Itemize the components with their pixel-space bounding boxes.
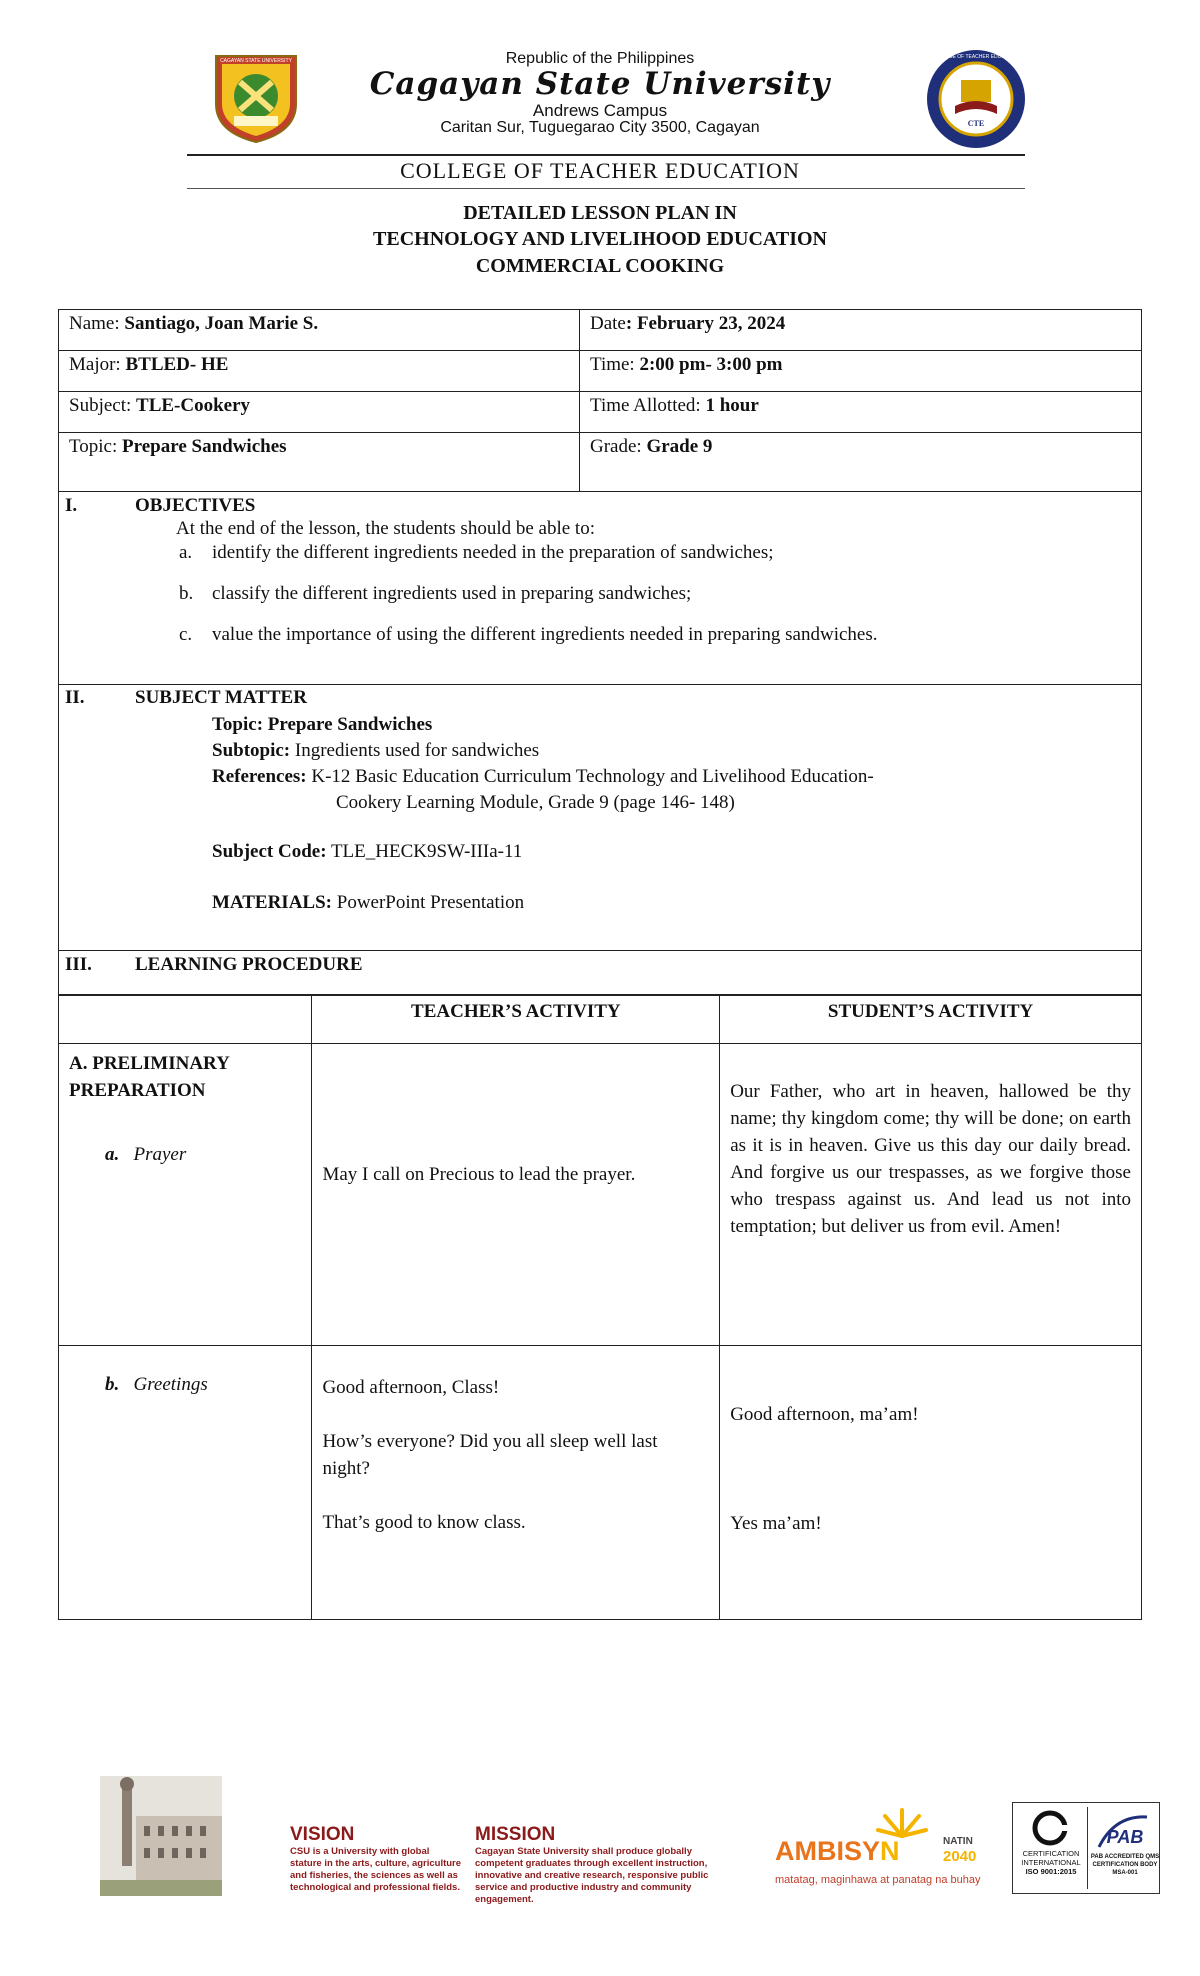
objectives-intro: At the end of the lesson, the students should be able to: (176, 518, 595, 539)
ambisyon-tagline: matatag, maginhawa at panatag na buhay (775, 1874, 981, 1886)
teacher-activity-header: TEACHER’S ACTIVITY (312, 995, 720, 1044)
plan-title-line-2: TECHNOLOGY AND LIVELIHOOD EDUCATION (373, 228, 827, 250)
vision-text: CSU is a University with global stature in the arts, culture, agriculture and fisheries, the sciences as well as technological and professional fields. (290, 1846, 462, 1893)
prayer-student-cell (720, 1044, 1142, 1346)
info-subject-cell (59, 392, 580, 433)
time-label: Time: (590, 354, 635, 375)
ambisyon-word-b: N (880, 1836, 900, 1866)
campus-address: Caritan Sur, Tuguegarao City 3500, Cagayan (440, 119, 760, 136)
header-rule-top (187, 154, 1025, 156)
header-rule-bottom (187, 188, 1025, 189)
pab-cert-text (1089, 1853, 1161, 1877)
objective-a-letter: a. (179, 542, 193, 563)
time-value: 2:00 pm- 3:00 pm (639, 354, 783, 375)
subject-value: TLE-Cookery (136, 395, 251, 416)
sm-materials-value: PowerPoint Presentation (336, 892, 525, 913)
greet-teacher-line-1: Good afternoon, Class! (322, 1377, 500, 1398)
blank-header-cell (59, 995, 312, 1044)
campus-building-image (100, 1776, 222, 1896)
footer (100, 1776, 1160, 1916)
major-value: BTLED- HE (125, 354, 229, 375)
cte-seal-logo (925, 48, 1027, 150)
prayer-teacher-cell (312, 1044, 720, 1346)
prayer-label-cell (59, 1044, 312, 1346)
sm-subtopic-value: Ingredients used for sandwiches (294, 740, 540, 761)
pab-mark-icon (1095, 1811, 1153, 1851)
subject-matter-number: II. (65, 687, 85, 708)
objective-c-text: value the importance of using the different ingredients needed in preparing sandwiches. (212, 624, 878, 645)
subject-label: Subject: (69, 395, 132, 416)
major-label: Major: (69, 354, 121, 375)
mission-text: Cagayan State University shall produce globally competent graduates through excellent instruction, innovative and creative research, responsive public service and productive industry and community engagement. (475, 1846, 709, 1905)
greetings-label-cell (59, 1346, 312, 1620)
greet-student-line-1: Good afternoon, ma’am! (730, 1404, 919, 1425)
allotted-value: 1 hour (705, 395, 759, 416)
prayer-label-text: Prayer (133, 1144, 187, 1165)
sm-materials-label: MATERIALS: (212, 892, 332, 913)
sm-references-line-2: Cookery Learning Module, Grade 9 (page 146- 148) (336, 792, 735, 813)
mission-title: MISSION (475, 1824, 556, 1845)
divider-objectives (59, 684, 1141, 685)
info-date-cell (580, 310, 1142, 351)
date-label: Date (590, 313, 626, 334)
topic-value: Prepare Sandwiches (122, 436, 287, 457)
plan-title-line-1: DETAILED LESSON PLAN IN (463, 202, 737, 224)
greet-teacher-line-3: That’s good to know class. (322, 1512, 526, 1533)
sm-references-label: References: (212, 766, 307, 787)
cert-divider (1087, 1807, 1088, 1889)
sm-topic-value: Prepare Sandwiches (267, 714, 433, 735)
sm-subtopic (212, 740, 539, 762)
cert-line-3: ISO 9001:2015 (1025, 1867, 1077, 1876)
student-activity-header: STUDENT’S ACTIVITY (720, 995, 1142, 1044)
cte-seal-text: COLLEGE OF TEACHER EDUCATION (932, 54, 1020, 60)
cte-seal-abbr: CTE (967, 119, 985, 128)
ambisyon-word-a: AMBISY (775, 1836, 881, 1866)
info-allotted-cell (580, 392, 1142, 433)
objective-b-text: classify the different ingredients used in preparing sandwiches; (212, 583, 692, 604)
sections-box (58, 491, 1142, 996)
greetings-teacher-cell (312, 1346, 720, 1620)
cert-line-1: CERTIFICATION (1022, 1849, 1080, 1858)
campus-name: Andrews Campus (532, 101, 668, 120)
ambisyon-logo (775, 1806, 1005, 1896)
college-name: COLLEGE OF TEACHER EDUCATION (400, 158, 800, 183)
procedure-title: LEARNING PROCEDURE (135, 954, 363, 975)
pab-line-3: MSA-001 (1112, 1870, 1138, 1876)
greetings-label (69, 1374, 301, 1396)
iso-cert-text (1015, 1849, 1087, 1876)
sm-code-label: Subject Code: (212, 841, 327, 862)
greetings-student-cell (720, 1346, 1142, 1620)
greetings-letter: b. (105, 1374, 120, 1395)
cert-line-2: INTERNATIONAL (1021, 1858, 1081, 1867)
iso-circle-icon (1031, 1809, 1069, 1847)
plan-title-line-3: COMMERCIAL COOKING (475, 255, 725, 277)
objective-c-letter: c. (179, 624, 193, 645)
prayer-letter: a. (105, 1144, 120, 1165)
republic-line: Republic of the Philippines (505, 50, 695, 67)
prayer-teacher-text: May I call on Precious to lead the prayer. (322, 1164, 636, 1185)
grade-value: Grade 9 (646, 436, 713, 457)
pab-logo-text: PAB (1106, 1827, 1144, 1847)
info-time-cell (580, 351, 1142, 392)
preliminary-preparation-heading: A. PRELIMINARY PREPARATION (69, 1053, 230, 1101)
sm-subtopic-label: Subtopic: (212, 740, 291, 761)
csu-seal-text: CAGAYAN STATE UNIVERSITY (220, 58, 292, 64)
sm-references (212, 766, 874, 788)
objective-a-text: identify the different ingredients needed in the preparation of sandwiches; (212, 542, 774, 563)
sm-topic-label: Topic: (212, 714, 264, 735)
ambisyon-wordmark (775, 1836, 900, 1867)
objectives-number: I. (65, 495, 78, 516)
info-major-cell (59, 351, 580, 392)
subject-matter-title: SUBJECT MATTER (135, 687, 307, 708)
procedure-number: III. (65, 954, 92, 975)
info-grade-cell (580, 433, 1142, 492)
pab-line-2: CERTIFICATION BODY (1092, 1862, 1158, 1868)
ambisyon-year: 2040 (943, 1848, 977, 1865)
lesson-info-table (58, 309, 1142, 492)
date-value: : February 23, 2024 (625, 313, 786, 334)
sm-subject-code (212, 841, 522, 863)
greet-student-line-2: Yes ma’am! (730, 1513, 822, 1534)
greet-teacher-line-2: How’s everyone? Did you all sleep well last night? (322, 1431, 658, 1479)
name-value: Santiago, Joan Marie S. (124, 313, 319, 334)
vision-title: VISION (290, 1824, 355, 1845)
grade-label: Grade: (590, 436, 642, 457)
name-label: Name: (69, 313, 120, 334)
topic-label: Topic: (69, 436, 118, 457)
objective-b-letter: b. (179, 583, 194, 604)
divider-subject-matter (59, 950, 1141, 951)
info-name-cell (59, 310, 580, 351)
allotted-label: Time Allotted: (590, 395, 701, 416)
procedure-table (58, 994, 1142, 1620)
prayer-label (69, 1144, 301, 1166)
sm-references-line-1: K-12 Basic Education Curriculum Technology and Livelihood Education- (311, 766, 874, 787)
ambisyon-natin: NATIN (943, 1836, 973, 1847)
pab-line-1: PAB ACCREDITED QMS (1090, 1854, 1160, 1860)
objectives-title: OBJECTIVES (135, 495, 256, 516)
university-name: Cagayan State University (369, 66, 831, 102)
sm-code-value: TLE_HECK9SW-IIIa-11 (330, 841, 523, 862)
sm-topic (212, 714, 432, 736)
sm-materials (212, 892, 524, 914)
prayer-student-text: Our Father, who art in heaven, hallowed be thy name; thy kingdom come; thy will be done; on earth as it is in heaven. Give us this day our daily bread. And forgive us our trespasses, as we forgive those who trespass against us. And lead us not into temptation; but deliver us from evil. Amen! (730, 1081, 1131, 1237)
greetings-label-text: Greetings (133, 1374, 208, 1395)
info-topic-cell (59, 433, 580, 492)
certification-box (1012, 1802, 1160, 1894)
